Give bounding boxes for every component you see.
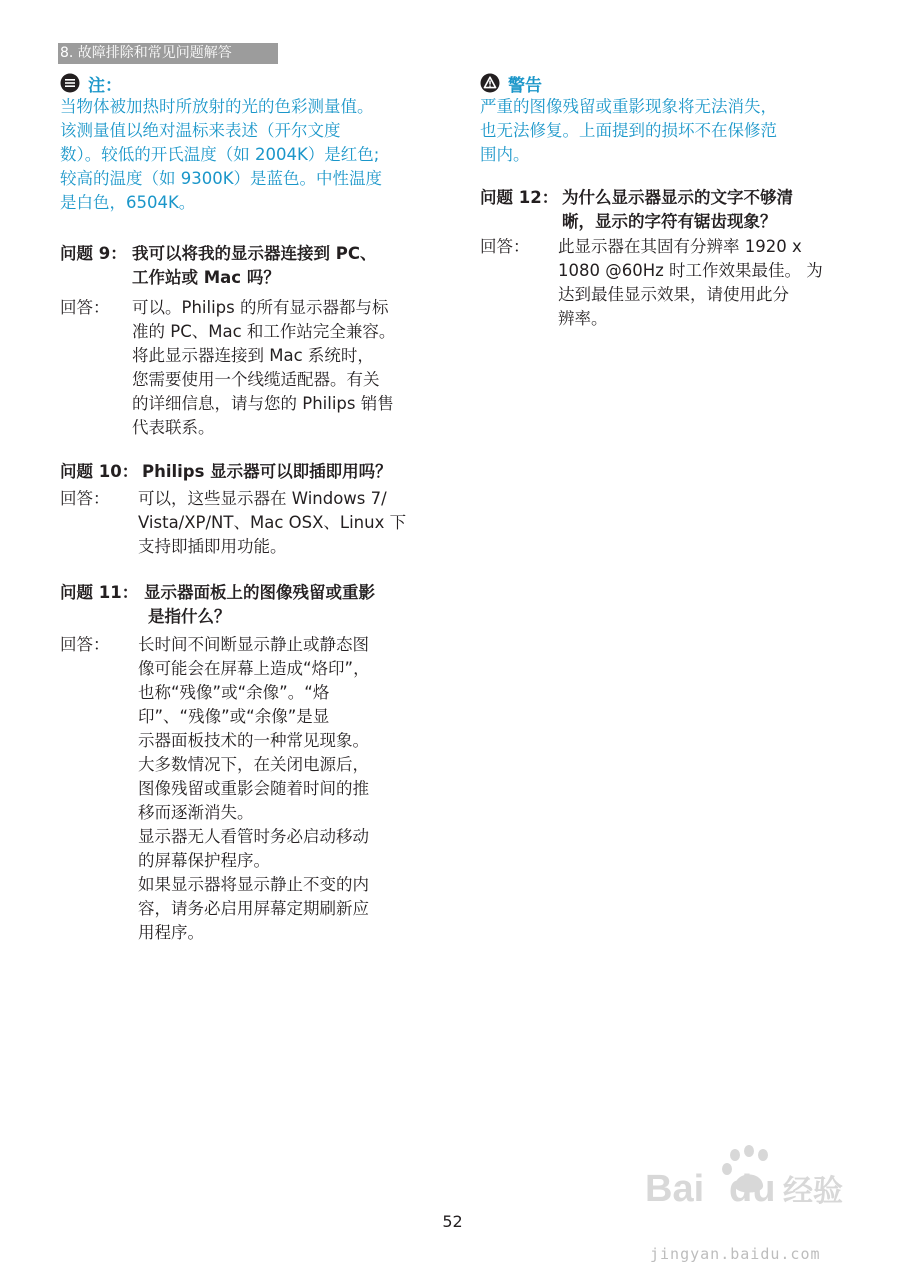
answer-10: [60, 487, 430, 559]
question-text: [144, 581, 375, 629]
answer-line: 大多数情况下，在关闭电源后，: [138, 755, 369, 774]
question-line: 是指什么？: [148, 607, 231, 626]
warning-line: 也无法修复。上面提到的损坏不在保修范: [480, 121, 777, 140]
answer-line: 像可能会在屏幕上造成“烙印”，: [138, 659, 370, 678]
question-label: 问题 12：: [480, 188, 559, 207]
answer-label: 回答：: [60, 635, 110, 654]
answer-line: Vista/XP/NT、Mac OSX、Linux 下: [138, 513, 407, 532]
question-line: 显示器面板上的图像残留或重影: [144, 583, 375, 602]
answer-line: 印”、“残像”或“余像”是显: [138, 707, 330, 726]
answer-text: [558, 235, 823, 331]
watermark-brand-right: du: [729, 1168, 776, 1210]
answer-label: 回答：: [60, 298, 110, 317]
question-text: [132, 242, 376, 290]
right-column: [480, 72, 845, 331]
answer-line: 1080 @60Hz 时工作效果最佳。 为: [558, 261, 823, 280]
note-line: 该测量值以绝对温标来表述（开尔文度: [60, 121, 341, 140]
watermark-url: jingyan.baidu.com: [650, 1245, 821, 1263]
watermark-brand-left: Bai: [645, 1168, 705, 1210]
answer-line: 达到最佳显示效果，请使用此分: [558, 285, 789, 304]
question-10: [60, 460, 430, 484]
answer-line: 容，请务必启用屏幕定期刷新应: [138, 899, 369, 918]
section-header-tab: 8. 故障排除和常见问题解答: [58, 43, 278, 64]
answer-label: 回答：: [60, 489, 110, 508]
answer-line: 图像残留或重影会随着时间的推: [138, 779, 369, 798]
page-number: 52: [442, 1212, 463, 1231]
note-heading: [60, 72, 430, 94]
answer-line: 显示器无人看管时务必启动移动: [138, 827, 369, 846]
warning-heading: [480, 72, 845, 94]
question-12: [480, 186, 845, 234]
answer-line: 支持即插即用功能。: [138, 537, 287, 556]
note-line: 是白色，6504K。: [60, 193, 196, 212]
answer-line: 的详细信息，请与您的 Philips 销售: [132, 394, 394, 413]
note-icon: [60, 73, 80, 93]
note-line: 数）。较低的开氏温度（如 2004K）是红色;: [60, 145, 380, 164]
question-11: [60, 581, 430, 629]
warning-body: [480, 95, 845, 167]
answer-line: 的屏幕保护程序。: [138, 851, 270, 870]
answer-line: 用程序。: [138, 923, 204, 942]
answer-text: [138, 487, 406, 559]
answer-line: 长时间不间断显示静止或静态图: [138, 635, 369, 654]
question-line: 我可以将我的显示器连接到 PC、: [132, 244, 377, 263]
left-column: [60, 72, 430, 945]
question-label: 问题 9：: [60, 244, 127, 263]
note-body: [60, 95, 430, 215]
answer-line: 可以，这些显示器在 Windows 7/: [138, 489, 387, 508]
note-title: 注：: [88, 75, 122, 96]
answer-text: [132, 296, 395, 440]
answer-line: 您需要使用一个线缆适配器。有关: [132, 370, 380, 389]
question-label: 问题 11：: [60, 583, 139, 602]
answer-line: 准的 PC、Mac 和工作站完全兼容。: [132, 322, 396, 341]
answer-line: 代表联系。: [132, 418, 215, 437]
answer-line: 可以。Philips 的所有显示器都与标: [132, 298, 389, 317]
answer-line: 如果显示器将显示静止不变的内: [138, 875, 369, 894]
warning-icon: [480, 73, 500, 93]
question-line: 工作站或 Mac 吗？: [132, 268, 280, 287]
warning-title: 警告: [508, 75, 542, 96]
answer-line: 辨率。: [558, 309, 608, 328]
answer-line: 将此显示器连接到 Mac 系统时，: [132, 346, 374, 365]
question-line: 晰，显示的字符有锯齿现象？: [562, 212, 777, 231]
answer-line: 此显示器在其固有分辨率 1920 x: [558, 237, 802, 256]
answer-text: [138, 633, 370, 945]
question-text: [562, 186, 793, 234]
question-9: [60, 242, 430, 290]
note-line: 较高的温度（如 9300K）是蓝色。中性温度: [60, 169, 383, 188]
answer-9: [60, 296, 430, 440]
answer-line: 也称“残像”或“余像”。“烙: [138, 683, 330, 702]
watermark-brand-cn: 经验: [783, 1174, 843, 1209]
warning-line: 围内。: [480, 145, 530, 164]
question-line: Philips 显示器可以即插即用吗？: [142, 462, 392, 481]
question-line: 为什么显示器显示的文字不够清: [562, 188, 793, 207]
answer-label: 回答：: [480, 237, 530, 256]
question-text: [142, 460, 392, 484]
question-label: 问题 10：: [60, 462, 139, 481]
note-line: 当物体被加热时所放射的光的色彩测量值。: [60, 97, 374, 116]
warning-line: 严重的图像残留或重影现象将无法消失，: [480, 97, 777, 116]
answer-12: [480, 235, 845, 331]
answer-11: [60, 633, 430, 945]
answer-line: 移而逐渐消失。: [138, 803, 254, 822]
answer-line: 示器面板技术的一种常见现象。: [138, 731, 369, 750]
